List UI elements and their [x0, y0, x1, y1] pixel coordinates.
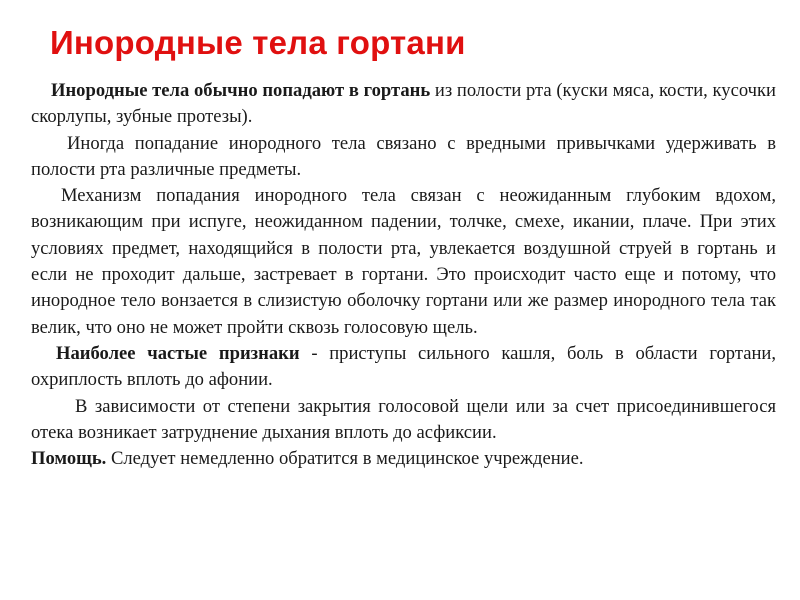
paragraph-text: Следует немедленно обратится в медицинское учреждение. — [106, 448, 584, 470]
paragraph-text: Иногда попадание инородного тела связано с вредными привычками удерживать в полости рта различные предметы. — [31, 132, 776, 180]
paragraph-entry-route — [31, 78, 776, 131]
paragraph-mechanism — [31, 183, 776, 341]
paragraph-symptoms — [31, 341, 776, 394]
paragraph-habits — [31, 131, 776, 184]
paragraph-lead-bold: Помощь. — [31, 448, 107, 470]
paragraph-help — [31, 446, 776, 472]
paragraph-text: Механизм попадания инородного тела связан с неожиданным глубоким вдохом, возникающим при испуге, неожиданном падении, толчке, смехе, икании, плаче. При этих условиях предмет, находящийся в полости рта, увлекается воздушной струей в гортань и если не проходит дальше, застревает в гортани. Это происходит часто еще и потому, что инородное тело вонзается в слизистую оболочку гортани или же размер инородного тела так велик, что оно не может пройти сквозь голосовую щель. — [31, 185, 776, 338]
paragraph-text: В зависимости от степени закрытия голосовой щели или за счет присоединившегося отека возникает затруднение дыхания вплоть до асфиксии. — [31, 395, 776, 443]
paragraph-text: - приступы сильного кашля, боль в области гортани, охриплость вплоть до афонии. — [31, 342, 776, 391]
paragraph-text: из полости рта (куски мяса, кости, кусочки скорлупы, зубные протезы). — [31, 80, 776, 128]
slide-title: Инородные тела гортани — [50, 24, 466, 61]
paragraph-lead-bold: Инородные тела обычно попадают в гортань — [51, 80, 431, 101]
paragraph-breathing — [31, 394, 776, 447]
paragraph-lead-bold: Наиболее частые признаки — [56, 342, 300, 364]
slide-body — [31, 78, 776, 472]
